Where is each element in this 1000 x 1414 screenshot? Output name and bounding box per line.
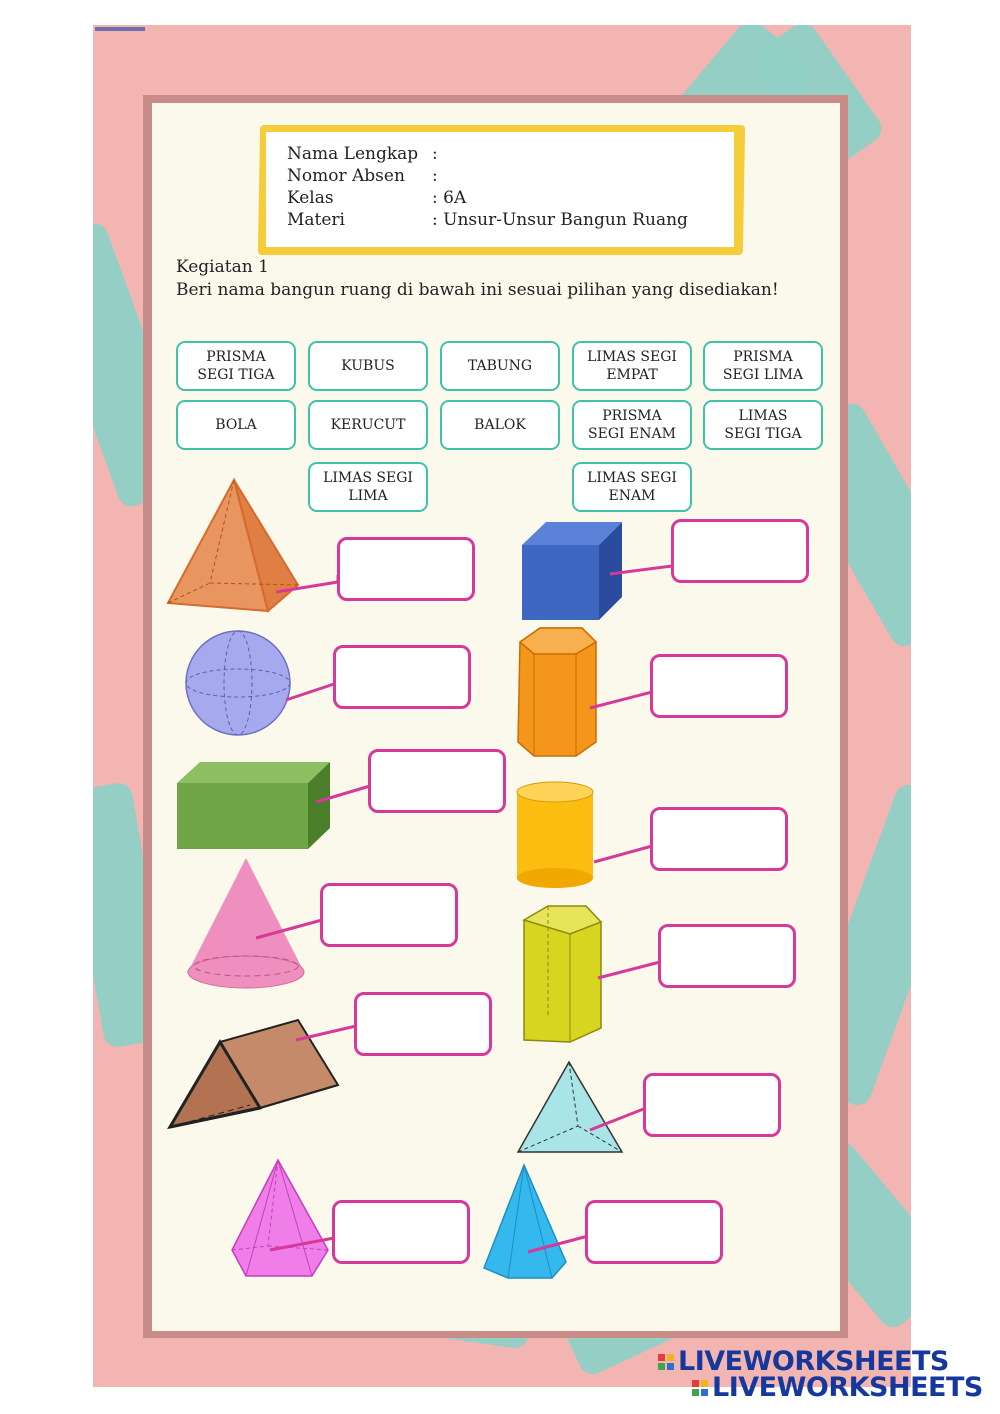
option-limas-segi-enam[interactable]: LIMAS SEGI ENAM bbox=[572, 462, 692, 512]
info-row-number: Nomor Absen : bbox=[287, 166, 438, 186]
pentagonal-prism-shape bbox=[524, 906, 601, 1042]
watermark-text-top: LIVEWORKSHEETS bbox=[678, 1346, 949, 1377]
option-kubus[interactable]: KUBUS bbox=[308, 341, 428, 391]
option-limas-segi-empat[interactable]: LIMAS SEGI EMPAT bbox=[572, 341, 692, 391]
answer-box-pentagonal-pyramid[interactable] bbox=[585, 1200, 723, 1264]
watermark-text-bottom: LIVEWORKSHEETS bbox=[712, 1372, 983, 1403]
answer-box-sphere[interactable] bbox=[333, 645, 471, 709]
cube-shape bbox=[522, 522, 622, 620]
option-prisma-segi-enam[interactable]: PRISMA SEGI ENAM bbox=[572, 400, 692, 450]
answer-box-hexagonal-prism[interactable] bbox=[650, 654, 788, 718]
liveworksheets-logo-icon bbox=[658, 1354, 674, 1370]
answer-box-triangular-pyramid[interactable] bbox=[643, 1073, 781, 1137]
answer-box-triangular-prism[interactable] bbox=[354, 992, 492, 1056]
info-row-class: Kelas : 6A bbox=[287, 188, 467, 208]
liveworksheets-watermark bbox=[658, 1346, 988, 1406]
option-bola[interactable]: BOLA bbox=[176, 400, 296, 450]
info-row-name: Nama Lengkap : bbox=[287, 144, 438, 164]
cuboid-shape bbox=[177, 762, 330, 849]
option-limas-segi-tiga[interactable]: LIMAS SEGI TIGA bbox=[703, 400, 823, 450]
answer-box-cone[interactable] bbox=[320, 883, 458, 947]
option-prisma-segi-lima[interactable]: PRISMA SEGI LIMA bbox=[703, 341, 823, 391]
activity-instruction: Beri nama bangun ruang di bawah ini sesuai pilihan yang disediakan! bbox=[176, 280, 779, 300]
cone-shape bbox=[188, 858, 304, 988]
hexagonal-pyramid-shape bbox=[232, 1160, 328, 1276]
answer-box-pentagonal-prism[interactable] bbox=[658, 924, 796, 988]
liveworksheets-logo-icon bbox=[692, 1380, 708, 1396]
answer-box-square-pyramid[interactable] bbox=[337, 537, 475, 601]
info-row-material: Materi : Unsur-Unsur Bangun Ruang bbox=[287, 210, 688, 230]
answer-box-hexagonal-pyramid[interactable] bbox=[332, 1200, 470, 1264]
hexagonal-prism-shape bbox=[518, 628, 596, 756]
pentagonal-pyramid-shape bbox=[484, 1165, 566, 1278]
option-kerucut[interactable]: KERUCUT bbox=[308, 400, 428, 450]
activity-title: Kegiatan 1 bbox=[176, 257, 269, 277]
option-tabung[interactable]: TABUNG bbox=[440, 341, 560, 391]
answer-box-cube[interactable] bbox=[671, 519, 809, 583]
cylinder-shape bbox=[517, 782, 593, 888]
triangular-pyramid-shape bbox=[518, 1062, 622, 1152]
option-limas-segi-lima[interactable]: LIMAS SEGI LIMA bbox=[308, 462, 428, 512]
answer-box-cylinder[interactable] bbox=[650, 807, 788, 871]
answer-box-cuboid[interactable] bbox=[368, 749, 506, 813]
sphere-shape bbox=[186, 631, 290, 735]
option-balok[interactable]: BALOK bbox=[440, 400, 560, 450]
option-prisma-segi-tiga[interactable]: PRISMA SEGI TIGA bbox=[176, 341, 296, 391]
